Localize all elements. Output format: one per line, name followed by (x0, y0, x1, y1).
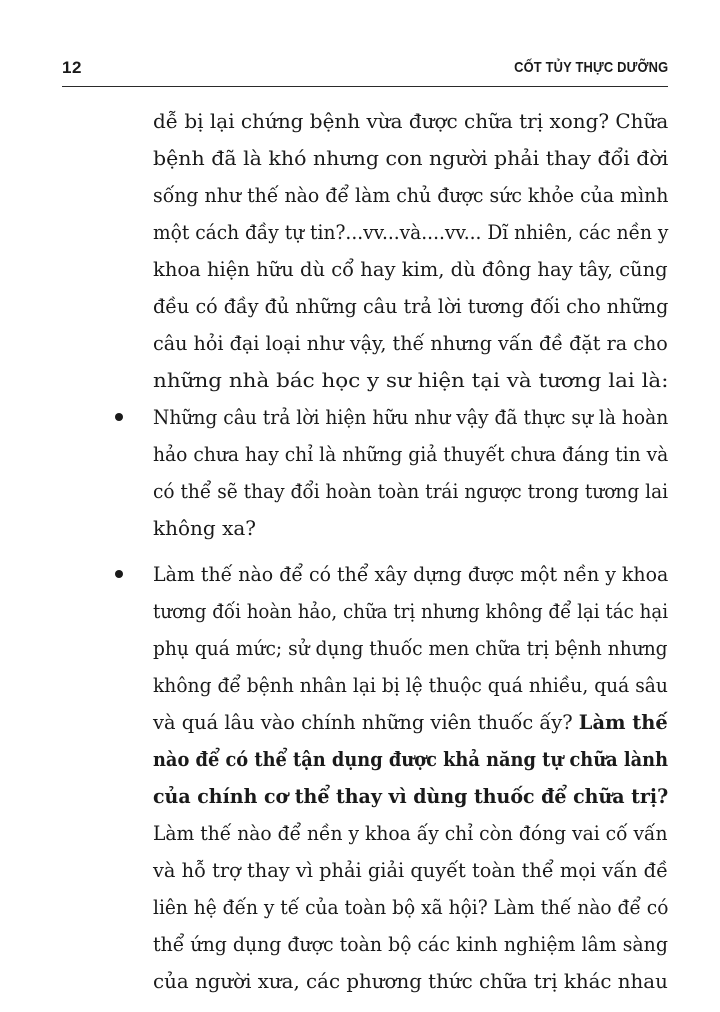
text-line: hảo chưa hay chỉ là những giả thuyết chưa đáng tin và (153, 442, 669, 466)
text-line: có thể sẽ thay đổi hoàn toàn trái ngược trong tương lai (153, 479, 669, 503)
text-line: của người xưa, các phương thức chữa trị khác nhau (153, 969, 668, 993)
text-line: liên hệ đến y tế của toàn bộ xã hội? Làm thế nào để có (153, 895, 669, 919)
text-line (153, 709, 668, 735)
text-line: và hỗ trợ thay vì phải giải quyết toàn thể mọi vấn đề (153, 858, 668, 882)
text-line: không để bệnh nhân lại bị lệ thuộc quá nhiều, quá sâu (153, 673, 668, 697)
text-line: khoa hiện hữu dù cổ hay kim, dù đông hay tây, cũng (153, 257, 668, 281)
text-line: câu hỏi đại loại như vậy, thế nhưng vấn đề đặt ra cho (153, 331, 668, 355)
text-line: sống như thế nào để làm chủ được sức khỏe của mình (153, 183, 669, 207)
bullet-icon (115, 570, 123, 578)
text-span: và quá lâu vào chính những viên thuốc ấy? (153, 710, 579, 734)
text-line: thể ứng dụng được toàn bộ các kinh nghiệm lâm sàng (153, 932, 668, 956)
page-number: 12 (62, 58, 82, 77)
text-line: Làm thế nào để nền y khoa ấy chỉ còn đóng vai cố vấn (153, 821, 668, 845)
text-line: dễ bị lại chứng bệnh vừa được chữa trị xong? Chữa (153, 109, 669, 133)
text-line: không xa? (153, 516, 257, 540)
text-line: phụ quá mức; sử dụng thuốc men chữa trị bệnh nhưng (153, 636, 668, 660)
bullet-icon (115, 413, 123, 421)
text-line: những nhà bác học y sư hiện tại và tương lai là: (153, 368, 669, 392)
running-header (62, 56, 668, 87)
text-line: một cách đầy tự tin?...vv...và....vv... Dĩ nhiên, các nền y (153, 220, 669, 244)
text-line: Làm thế nào để có thể xây dựng được một nền y khoa (153, 562, 669, 586)
bold-text-span: Làm thế (578, 710, 668, 734)
text-line: đều có đầy đủ những câu trả lời tương đối cho những (153, 294, 669, 318)
text-line: bệnh đã là khó nhưng con người phải thay đổi đời (153, 146, 669, 170)
running-title: CỐT TỦY THỰC DƯỠNG (513, 59, 668, 76)
bold-text-line: nào để có thể tận dụng được khả năng tự chữa lành (153, 747, 669, 771)
bold-text-line: của chính cơ thể thay vì dùng thuốc để chữa trị? (153, 784, 669, 808)
text-line: Những câu trả lời hiện hữu như vậy đã thực sự là hoàn (153, 405, 669, 429)
text-line: tương đối hoàn hảo, chữa trị nhưng không để lại tác hại (153, 599, 669, 623)
